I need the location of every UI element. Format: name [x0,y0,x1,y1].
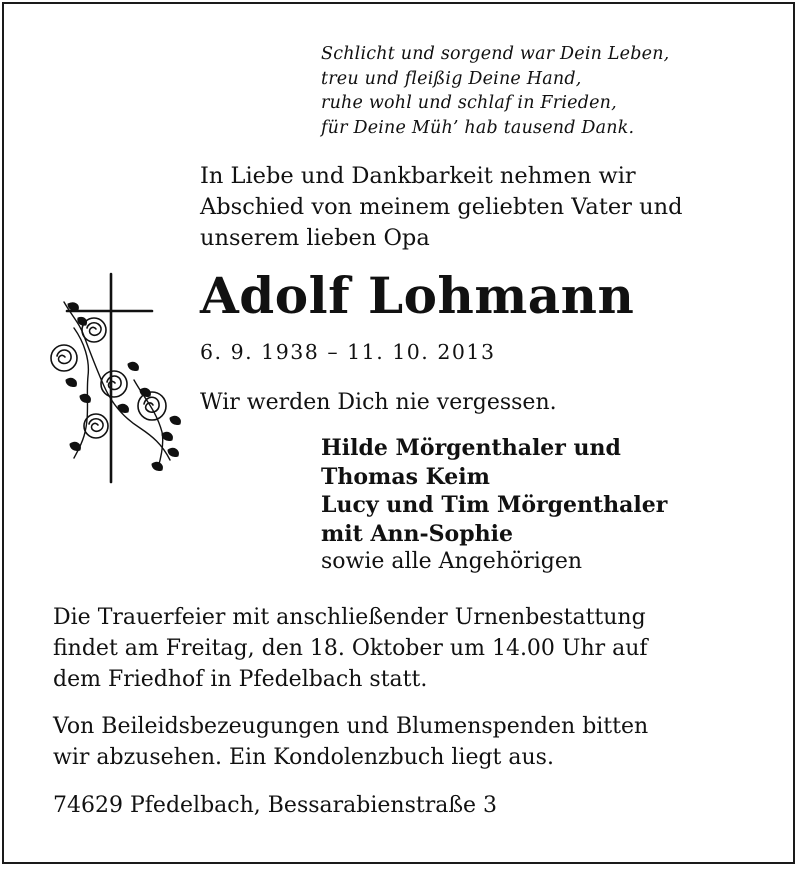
life-dates: 6. 9. 1938 – 11. 10. 2013 [200,340,496,364]
poem-verse [321,42,669,140]
funeral-line: Die Trauerfeier mit anschließender Urnenbestattung [53,605,646,630]
poem-line: treu und fleißig Deine Hand, [321,68,582,89]
intro-line: In Liebe und Dankbarkeit nehmen wir [200,163,636,189]
funeral-line: findet am Freitag, den 18. Oktober um 14.00 Uhr auf [53,636,648,661]
funeral-details [53,602,648,695]
family-signature [321,434,667,577]
intro-line: unserem lieben Opa [200,225,430,251]
remembrance-line: Wir werden Dich nie vergessen. [200,390,557,415]
funeral-line: dem Friedhof in Pfedelbach statt. [53,667,428,692]
family-member-line: Lucy und Tim Mörgenthaler [321,492,668,518]
family-member-line: Hilde Mörgenthaler und [321,435,621,461]
condolence-line: wir abzusehen. Ein Kondolenzbuch liegt aus. [53,745,554,770]
cross-with-roses-icon [44,268,184,488]
deceased-name: Adolf Lohmann [200,266,635,325]
intro-line: Abschied von meinem geliebten Vater und [200,194,683,220]
relatives-line: sowie alle Angehörigen [321,549,583,574]
address-line: 74629 Pfedelbach, Bessarabienstraße 3 [53,793,498,818]
poem-line: Schlicht und sorgend war Dein Leben, [321,44,670,64]
family-member-line: Thomas Keim [321,463,490,490]
poem-line: ruhe wohl und schlaf in Frieden, [321,93,617,113]
poem-line: für Deine Müh’ hab tausend Dank. [321,117,635,138]
intro-text [200,161,682,254]
family-member-line: mit Ann-Sophie [321,520,513,547]
condolence-line: Von Beileidsbezeugungen und Blumenspenden bitten [53,714,649,739]
condolence-note [53,711,648,773]
